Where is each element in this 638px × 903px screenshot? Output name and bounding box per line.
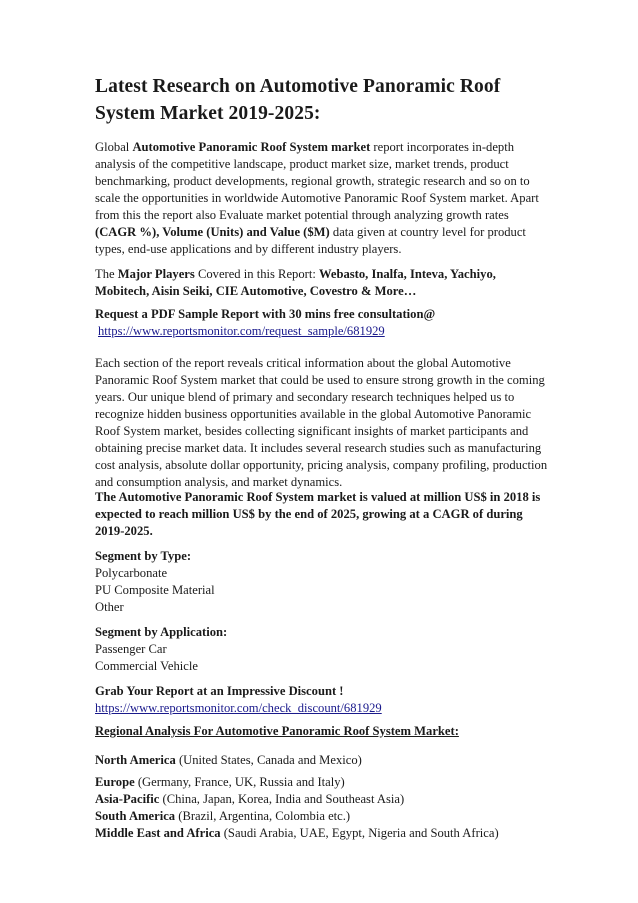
valuation-text: The Automotive Panoramic Roof System market is valued at million US$ in 2018 is expected to reach million US$ by the end of 2025, growing at a CAGR of during 2019-2025. — [95, 490, 541, 538]
segment-by-application — [95, 624, 550, 675]
players-text-2: Covered in this Report: — [194, 267, 319, 281]
sample-request — [95, 306, 550, 340]
page-title — [95, 73, 555, 127]
discount-heading: Grab Your Report at an Impressive Discount ! — [95, 684, 344, 698]
region-detail: (Saudi Arabia, UAE, Egypt, Nigeria and South Africa) — [220, 826, 499, 840]
segment-by-type — [95, 548, 550, 616]
intro-text-2: report incorporates in-depth analysis of the competitive landscape, product market size, market trends, product benchmarking, product developments, regional growth, strategic research and so on to scale the opportunities in worldwide Automotive Panoramic Roof System market. Apart from this the report also Evaluate market potential through analyzing growth rates — [95, 140, 539, 222]
valuation-paragraph — [95, 489, 550, 540]
players-list: Webasto, Inalfa, Inteva, Yachiyo, Mobitech, Aisin Seiki, CIE Automotive, Covestro & More… — [95, 267, 496, 298]
regional-analysis-heading-block — [95, 723, 550, 740]
region-item — [95, 752, 550, 769]
intro-paragraph — [95, 139, 550, 258]
title-line-1: Latest Research on Automotive Panoramic Roof — [95, 76, 501, 97]
players-bold-1: Major Players — [117, 267, 195, 281]
title-line-2: System Market 2019-2025: — [95, 103, 321, 124]
region-detail: (Germany, France, UK, Russia and Italy) — [134, 775, 345, 789]
segment-app-heading: Segment by Application: — [95, 625, 228, 639]
region-item — [95, 791, 550, 808]
region-item — [95, 825, 550, 842]
players-text-1: The — [95, 267, 118, 281]
discount-offer — [95, 683, 550, 717]
discount-link[interactable]: https://www.reportsmonitor.com/check_discount/681929 — [95, 701, 382, 715]
intro-text-3: data given at country level for product types, end-use applications and by different industry players. — [95, 225, 526, 256]
region-detail: (China, Japan, Korea, India and Southeast Asia) — [159, 792, 405, 806]
segment-type-heading: Segment by Type: — [95, 549, 192, 563]
region-name: Middle East and Africa — [95, 826, 221, 840]
segment-app-item: Commercial Vehicle — [95, 659, 198, 673]
region-name: Europe — [95, 775, 135, 789]
segment-app-item: Passenger Car — [95, 642, 167, 656]
region-detail: (United States, Canada and Mexico) — [175, 753, 362, 767]
intro-text-1: Global — [95, 140, 133, 154]
region-item — [95, 774, 550, 791]
segment-type-item: PU Composite Material — [95, 583, 215, 597]
regional-heading: Regional Analysis For Automotive Panoramic Roof System Market: — [95, 724, 459, 738]
intro-bold-1: Automotive Panoramic Roof System market — [132, 140, 371, 154]
region-name: North America — [95, 753, 176, 767]
region-item — [95, 808, 550, 825]
segment-type-item: Other — [95, 600, 124, 614]
section-description — [95, 355, 550, 491]
region-name: South America — [95, 809, 176, 823]
sample-link[interactable]: https://www.reportsmonitor.com/request_sample/681929 — [98, 324, 385, 338]
section-description-text: Each section of the report reveals critical information about the global Automotive Panoramic Roof System market that could be used to ensure strong growth in the coming years. Our unique blend of primary and secondary research techniques helped us to recognize hidden business opportunities available in the global Automotive Panoramic Roof System market, besides collecting significant insights of market participants and obtaining precise market data. It includes several research studies such as manufacturing cost analysis, absolute dollar opportunity, pricing analysis, company profiling, production and consumption analysis, and market dynamics. — [95, 356, 548, 489]
region-name: Asia-Pacific — [95, 792, 160, 806]
region-list — [95, 752, 550, 842]
region-detail: (Brazil, Argentina, Colombia etc.) — [175, 809, 351, 823]
intro-bold-2: (CAGR %), Volume (Units) and Value ($M) — [95, 225, 330, 239]
sample-heading: Request a PDF Sample Report with 30 mins free consultation@ — [95, 307, 436, 321]
players-paragraph — [95, 266, 550, 300]
segment-type-item: Polycarbonate — [95, 566, 168, 580]
